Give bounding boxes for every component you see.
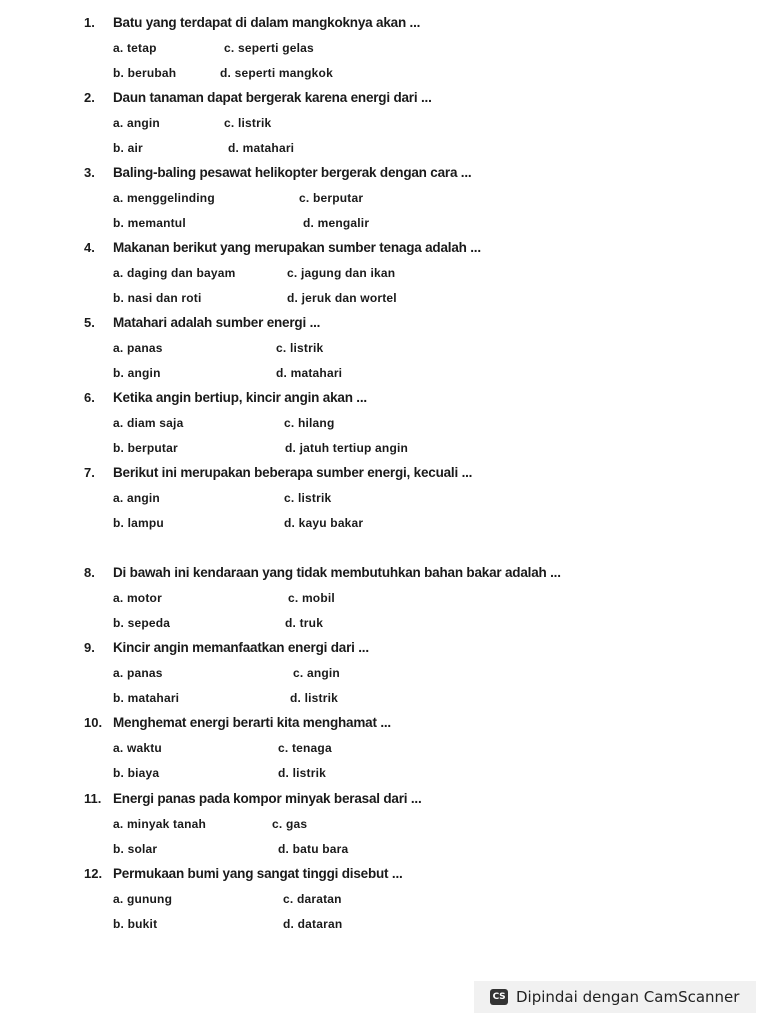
question-number: 7. xyxy=(84,465,95,480)
option-d: d. dataran xyxy=(283,917,343,931)
option-a: a. motor xyxy=(113,591,162,605)
option-b: b. berubah xyxy=(113,66,177,80)
question-text: Baling-baling pesawat helikopter bergerak dengan cara ... xyxy=(113,165,472,180)
option-d: d. seperti mangkok xyxy=(220,66,333,80)
option-a: a. minyak tanah xyxy=(113,817,207,831)
option-d: d. truk xyxy=(285,616,324,630)
option-b: b. lampu xyxy=(113,516,164,530)
option-a: a. panas xyxy=(113,341,163,355)
option-d: d. batu bara xyxy=(278,842,349,856)
option-b: b. memantul xyxy=(113,216,186,230)
question-8 xyxy=(0,564,768,630)
option-b: b. biaya xyxy=(113,766,160,780)
option-b: b. bukit xyxy=(113,917,158,931)
option-d: d. jatuh tertiup angin xyxy=(285,441,409,455)
option-b: b. sepeda xyxy=(113,616,171,630)
option-d: d. kayu bakar xyxy=(284,516,364,530)
option-c: c. daratan xyxy=(283,892,342,906)
option-d: d. jeruk dan wortel xyxy=(287,291,397,305)
question-9 xyxy=(0,639,768,705)
option-a: a. angin xyxy=(113,491,160,505)
question-number: 6. xyxy=(84,390,95,405)
option-c: c. mobil xyxy=(288,591,335,605)
option-c: c. seperti gelas xyxy=(224,41,314,55)
question-text: Matahari adalah sumber energi ... xyxy=(113,315,321,330)
option-b: b. air xyxy=(113,141,143,155)
option-c: c. listrik xyxy=(276,341,324,355)
option-c: c. jagung dan ikan xyxy=(287,266,396,280)
option-b: b. angin xyxy=(113,366,161,380)
option-c: c. gas xyxy=(272,817,308,831)
option-d: d. listrik xyxy=(290,691,339,705)
question-11 xyxy=(0,790,768,856)
option-d: d. matahari xyxy=(228,141,295,155)
question-number: 9. xyxy=(84,640,95,655)
question-10 xyxy=(0,714,768,780)
question-number: 5. xyxy=(84,315,95,330)
question-text: Daun tanaman dapat bergerak karena energi dari ... xyxy=(113,90,432,105)
option-c: c. listrik xyxy=(224,116,272,130)
option-c: c. angin xyxy=(293,666,340,680)
question-text: Batu yang terdapat di dalam mangkoknya akan ... xyxy=(113,15,421,30)
question-number: 10. xyxy=(84,715,103,730)
option-a: a. tetap xyxy=(113,41,157,55)
option-d: d. matahari xyxy=(276,366,343,380)
option-d: d. listrik xyxy=(278,766,327,780)
question-text: Permukaan bumi yang sangat tinggi disebut ... xyxy=(113,866,403,881)
option-b: b. matahari xyxy=(113,691,180,705)
question-number: 3. xyxy=(84,165,95,180)
question-6 xyxy=(0,389,768,455)
question-1 xyxy=(0,14,768,80)
question-number: 11. xyxy=(84,791,102,806)
watermark-text: Dipindai dengan CamScanner xyxy=(516,988,740,1006)
question-text: Berikut ini merupakan beberapa sumber energi, kecuali ... xyxy=(113,465,473,480)
option-b: b. berputar xyxy=(113,441,178,455)
camscanner-watermark xyxy=(474,981,756,1013)
question-text: Ketika angin bertiup, kincir angin akan ... xyxy=(113,390,367,405)
question-number: 4. xyxy=(84,240,95,255)
question-3 xyxy=(0,164,768,230)
option-a: a. angin xyxy=(113,116,160,130)
question-text: Kincir angin memanfaatkan energi dari ... xyxy=(113,640,369,655)
option-c: c. tenaga xyxy=(278,741,332,755)
question-number: 12. xyxy=(84,866,103,881)
question-7 xyxy=(0,464,768,530)
option-a: a. waktu xyxy=(113,741,162,755)
camscanner-logo-icon: CS xyxy=(490,989,508,1005)
option-c: c. listrik xyxy=(284,491,332,505)
option-a: a. gunung xyxy=(113,892,173,906)
question-2 xyxy=(0,89,768,155)
question-text: Makanan berikut yang merupakan sumber tenaga adalah ... xyxy=(113,240,481,255)
option-c: c. hilang xyxy=(284,416,335,430)
option-b: b. solar xyxy=(113,842,158,856)
option-a: a. menggelinding xyxy=(113,191,215,205)
question-12 xyxy=(0,865,768,931)
question-text: Energi panas pada kompor minyak berasal dari ... xyxy=(113,791,422,806)
question-number: 8. xyxy=(84,565,95,580)
question-text: Menghemat energi berarti kita menghamat ... xyxy=(113,715,391,730)
question-number: 2. xyxy=(84,90,95,105)
option-b: b. nasi dan roti xyxy=(113,291,202,305)
option-a: a. daging dan bayam xyxy=(113,266,236,280)
option-a: a. diam saja xyxy=(113,416,184,430)
question-5 xyxy=(0,314,768,380)
question-text: Di bawah ini kendaraan yang tidak membutuhkan bahan bakar adalah ... xyxy=(113,565,561,580)
option-d: d. mengalir xyxy=(303,216,370,230)
question-number: 1. xyxy=(84,15,95,30)
option-c: c. berputar xyxy=(299,191,364,205)
question-4 xyxy=(0,239,768,305)
option-a: a. panas xyxy=(113,666,163,680)
